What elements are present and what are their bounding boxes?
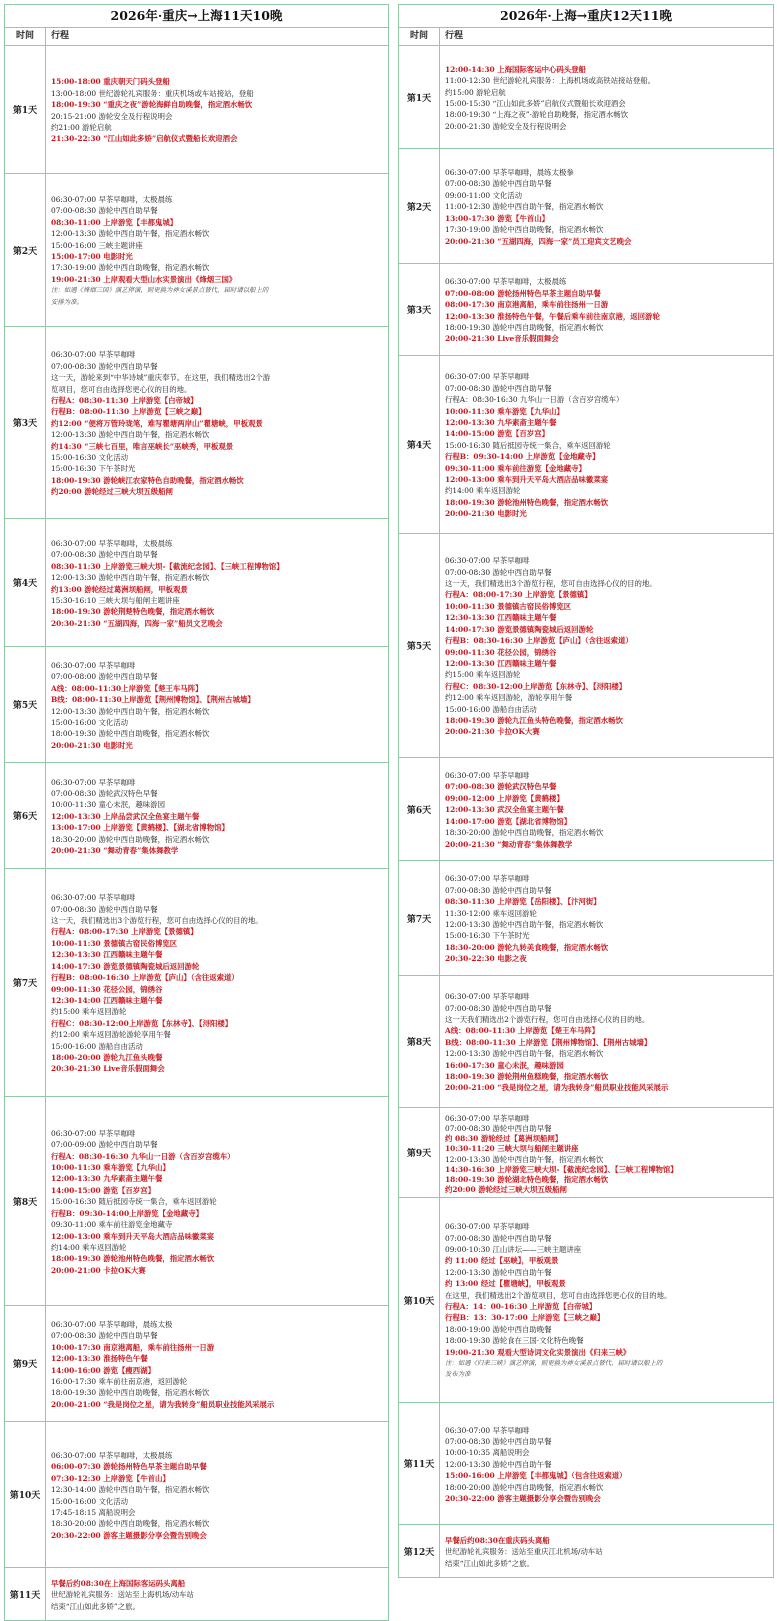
day-row: [399, 758, 773, 861]
schedule-line: 06:30-07:00 早茶早咖啡: [51, 893, 136, 903]
day-schedule: [46, 1097, 388, 1305]
schedule-line: 07:00-08:30 游轮中西自助早餐: [51, 904, 158, 914]
day-schedule: [440, 534, 773, 757]
schedule-line: 约 08:30 游轮经过【葛洲坝船闸】: [445, 1134, 563, 1144]
schedule-line: 11:00-12:30 游轮中西自助午餐，指定酒水畅饮: [445, 202, 604, 212]
schedule-line: 16:00-17:30 童心未泯，趣味游园: [445, 1060, 564, 1070]
day-label: 第7天: [5, 869, 46, 1096]
left-header-day: 时间: [5, 28, 46, 45]
schedule-line: 14:30-16:30 上岸游览三峡大坝-【截流纪念园】、【三峡工程博物馆】: [445, 1164, 678, 1174]
schedule-line: 早餐后约08:30在上海国际客运码头离船: [51, 1578, 186, 1588]
schedule-line: 12:00-13:30 游轮中西自助午餐，指定酒水畅饮: [445, 1154, 604, 1164]
schedule-line: 18:00-20:00 游轮中西自助晚餐，指定酒水畅饮: [445, 1482, 604, 1492]
day-schedule: [46, 327, 388, 518]
schedule-line: 18:00-19:30 游轮荆楚特色晚餐，指定酒水畅饮: [51, 607, 215, 617]
schedule-line: 结束“江山如此多娇”之旅。: [445, 1558, 534, 1568]
schedule-line: 18:30-20:00 游轮中西自助晚餐，指定酒水畅饮: [445, 828, 604, 838]
day-label: 第4天: [5, 519, 46, 646]
schedule-line: 约14:00 乘车返回游轮: [51, 1242, 127, 1252]
schedule-line: 行程B：09:30-14:00 上岸游览【金地藏寺】: [445, 452, 600, 462]
schedule-line: 07:00-08:30 游轮中西自助早餐: [445, 1436, 552, 1446]
schedule-line: 18:00-19:30 “上海之夜”·游轮自助晚餐，指定酒水畅饮: [445, 110, 628, 120]
day-schedule: [440, 976, 773, 1107]
schedule-line: 行程C：08:30-12:00上岸游览【东林寺】、【浔阳楼】: [51, 1018, 233, 1028]
schedule-line: 18:00-19:00 游轮中西自助晚餐: [445, 1324, 552, 1334]
left-table-title: 2026年·重庆→上海11天10晚: [5, 5, 388, 28]
schedule-line: 17:30-19:00 游轮中西自助晚餐，指定酒水畅饮: [51, 263, 210, 273]
schedule-line: 18:00-19:30 游轮荆州鱼糕晚餐，指定酒水畅饮: [445, 1072, 609, 1082]
schedule-line: 09:00-11:30 花径公园，锦绣谷: [51, 984, 163, 994]
schedule-line: 21:30-22:30 “江山如此多娇”启航仪式暨船长欢迎酒会: [51, 134, 238, 144]
day-row: [5, 1422, 388, 1568]
schedule-line: 13:00-17:30 游览【牛首山】: [445, 213, 549, 223]
day-row: [5, 763, 388, 869]
schedule-line: 07:00-08:30 游轮中西自助早餐: [51, 550, 158, 560]
day-schedule: [440, 149, 773, 263]
schedule-line: 07:00-08:30 游轮中西自助早餐: [445, 1003, 552, 1013]
schedule-line: 12:00-13:30 游轮中西自助午餐，指定酒水畅饮: [445, 920, 604, 929]
schedule-line: 18:00-19:30 游轮池州特色晚餐，指定酒水畅饮: [445, 497, 609, 507]
day-label: 第3天: [5, 327, 46, 518]
schedule-line: 18:30-20:00 游轮中西自助晚餐，指定酒水畅饮: [51, 1519, 210, 1529]
schedule-line: 约12:00 乘车返回游轮游轮享用午餐: [51, 1030, 171, 1040]
schedule-line: 12:00-13:30 江西赣味主题午餐: [445, 658, 557, 668]
schedule-line: 20:00-21:30 卡拉OK大赛: [445, 727, 540, 737]
right-table-header: [399, 28, 773, 46]
schedule-line: 07:00-08:30 游轮中西自助早餐: [51, 1331, 158, 1341]
schedule-line: 15:00-16:00 文化活动: [51, 717, 129, 727]
schedule-line: 10:30-11:20 三峡大坝与船闸主题讲座: [445, 1144, 579, 1154]
schedule-line: 18:00-19:30 游轮池州特色晚餐，指定酒水畅饮: [51, 1254, 215, 1264]
day-label: 第8天: [399, 976, 440, 1107]
schedule-line: 12:00-13:30 九华素斋主题午餐: [445, 417, 557, 427]
day-schedule: [440, 1403, 773, 1524]
schedule-line: 行程B：08:00-16:30 上岸游览【庐山】（含往返索道）: [51, 973, 239, 983]
schedule-line: 09:00-11:30 花径公园，锦绣谷: [445, 647, 557, 657]
schedule-line: 17:45-18:15 离船说明会: [51, 1507, 136, 1517]
schedule-line: 18:00-19:30 游轮中西自助晚餐，指定酒水畅饮: [51, 729, 210, 739]
schedule-line: 07:00-08:30 游轮中西自助早餐: [445, 383, 552, 393]
schedule-line: 20:00-21:00 “我是岗位之星，请为我转身”船员职业技能风采展示: [51, 1399, 275, 1409]
day-row: [5, 1306, 388, 1422]
schedule-line: 约15:00 乘车返回游轮: [445, 670, 521, 680]
day-row: [399, 534, 773, 758]
schedule-line: 07:00-08:00 游轮中西自助早餐: [51, 672, 158, 682]
day-label: 第2天: [399, 149, 440, 263]
day-label: 第9天: [399, 1108, 440, 1197]
schedule-line: 07:30-12:30 上岸游览【牛首山】: [51, 1473, 170, 1483]
schedule-line: 18:00-20:00 游轮九江鱼头晚餐: [51, 1052, 163, 1062]
schedule-line: 15:00-16:30 下午茶时光: [445, 931, 530, 941]
schedule-line: 20:15-21:00 游轮安全及行程说明会: [51, 111, 173, 121]
schedule-line: 20:30-22:30 电影之夜: [445, 954, 527, 964]
schedule-line: 15:00-16:30 随后抵园寺统一集合，乘车返回游轮: [51, 1197, 217, 1207]
day-label: 第10天: [399, 1198, 440, 1402]
schedule-line: 18:00-19:30 “重庆之夜”游轮海鲜自助晚餐，指定酒水畅饮: [51, 100, 253, 110]
schedule-line: 行程A：08:30-11:30 上岸游览【白帝城】: [51, 395, 198, 405]
day-schedule: [46, 869, 388, 1096]
schedule-line: 行程A：08:00-17:30 上岸游览【景德镇】: [51, 927, 198, 937]
schedule-note: 发布为准: [445, 1370, 471, 1379]
day-row: [399, 46, 773, 149]
day-label: 第11天: [5, 1568, 46, 1620]
right-itinerary-table: [398, 4, 774, 1578]
schedule-line: 10:00-11:30 乘车游览【九华山】: [445, 406, 564, 416]
day-label: 第7天: [399, 861, 440, 975]
schedule-line: 约 13:00 经过【瞿塘峡】，甲板观景: [445, 1279, 566, 1289]
schedule-line: A线：08:00-11:30上岸游览【楚王车马阵】: [51, 683, 203, 693]
schedule-line: 07:00-08:30 游轮武汉特色早餐: [51, 788, 158, 798]
schedule-line: 06:00-07:30 游轮扬州特色早茶主题自助早餐: [51, 1462, 207, 1472]
schedule-line: 08:30-11:00 上岸游览【丰都鬼城】: [51, 217, 178, 227]
day-schedule: [46, 647, 388, 762]
day-label: 第12天: [399, 1525, 440, 1577]
schedule-line: 20:00-21:30 “五湖四海，四海一家”员工迎宾文艺晚会: [445, 236, 632, 246]
day-label: 第4天: [399, 356, 440, 533]
day-schedule: [46, 763, 388, 868]
left-table-header: [5, 28, 388, 46]
schedule-line: 在这里，我们精选出2个游览项目，您可自由选择您更心仪的目的地。: [445, 1290, 672, 1300]
day-label: 第6天: [5, 763, 46, 868]
schedule-line: 约14:00 乘车返回游轮: [445, 486, 521, 496]
schedule-line: 12:00-13:30 游轮中西自助午餐: [445, 1267, 552, 1277]
day-row: [399, 1198, 773, 1403]
day-row: [399, 1403, 773, 1525]
schedule-line: 09:30-11:00 乘车前往游览【金地藏寺】: [445, 463, 586, 473]
schedule-line: 07:00-08:00 游轮扬州特色早茶主题自助早餐: [445, 288, 601, 298]
schedule-line: 12:00-13:30 游轮中西自助午餐，指定酒水畅饮: [51, 573, 210, 583]
day-row: [399, 976, 773, 1108]
schedule-note: 注：如遇《烽烟三国》演艺停演，则更换为神女溪景点替代，届时请以船上的: [51, 286, 269, 295]
schedule-line: 14:00-17:30 游览景德镇陶瓷城后返回游轮: [445, 624, 594, 634]
schedule-note: 安排为准。: [51, 297, 83, 306]
day-row: [399, 264, 773, 356]
left-day-rows: [5, 46, 388, 1620]
schedule-line: 约14:30 “三峡七百里，唯言巫峡长”巫峡秀，甲板观景: [51, 441, 234, 451]
schedule-line: 07:00-08:30 游轮中西自助早餐: [445, 1124, 552, 1134]
schedule-line: 12:30-13:30 江西赣味主题午餐: [445, 613, 557, 623]
schedule-line: 20:30-21:30 Live音乐假面舞会: [51, 1064, 165, 1074]
schedule-line: 12:00-13:30 游轮中西自助午餐: [445, 1459, 552, 1469]
schedule-line: 14:00-17:00 游览【湖北省博物馆】: [445, 816, 572, 826]
schedule-line: 行程A：14：00-16:30 上岸游览【白帝城】: [445, 1302, 597, 1311]
schedule-line: 13:00-17:00 上岸游览【黄鹤楼】、【湖北省博物馆】: [51, 823, 229, 833]
schedule-line: 06:30-07:00 早茶早咖啡: [445, 874, 530, 884]
schedule-line: 览项目，您可自由选择您更心仪的目的地。: [51, 384, 192, 394]
schedule-line: 世纪游轮礼宾服务：送站至上海机场/动车站: [51, 1590, 194, 1600]
schedule-line: 这一天我们精选出2个游览行程，您可自由选择心仪的目的地。: [445, 1014, 650, 1024]
schedule-line: 18:30-20:00 游轮九转美食晚餐，指定酒水畅饮: [445, 942, 609, 952]
schedule-line: 08:00-17:30 南京港离船，乘车前往扬州一日游: [445, 300, 609, 310]
schedule-line: 结束“江山如此多娇”之旅。: [51, 1601, 140, 1611]
schedule-line: 约13:00 游轮经过葛洲坝船闸，甲板观景: [51, 584, 188, 594]
schedule-line: 18:30-20:00 游轮中西自助晚餐，指定酒水畅饮: [51, 834, 210, 844]
schedule-line: 行程A：08:30-16:30 九华山一日游（含百岁宫缆车）: [445, 395, 624, 405]
schedule-line: 08:30-11:30 上岸游览【岳阳楼】、【汴河街】: [445, 897, 601, 907]
schedule-line: 07:00-08:30 游轮中西自助早餐: [445, 885, 552, 895]
schedule-line: 20:00-21:30 电影时光: [445, 509, 527, 519]
schedule-line: 11:30-12:00 乘车返回游轮: [445, 908, 537, 918]
day-schedule: [46, 1422, 388, 1567]
day-row: [399, 861, 773, 976]
schedule-line: 15:00-16:30 随后抵园寺统一集合，乘车返回游轮: [445, 440, 611, 450]
schedule-line: 12:30-14:00 游轮中西自助午餐，指定酒水畅饮: [51, 1485, 210, 1495]
schedule-line: 行程C：08:30-12:00上岸游览【东林寺】、【浔阳楼】: [445, 681, 627, 691]
day-schedule: [46, 519, 388, 646]
day-row: [399, 149, 773, 264]
day-schedule: [440, 1525, 773, 1577]
day-row: [5, 519, 388, 647]
schedule-line: 09:00-12:00 上岸游览【黄鹤楼】: [445, 793, 564, 803]
schedule-line: 15:00-16:00 文化活动: [51, 1496, 129, 1506]
schedule-line: 12:00-13:30 上岸品尝武汉全鱼宴主题午餐: [51, 811, 200, 821]
schedule-line: 09:00-10:30 江山讲坛——三峡主题讲座: [445, 1244, 582, 1254]
schedule-line: 06:30-07:00 早茶早咖啡: [445, 992, 530, 1002]
day-schedule: [440, 1108, 773, 1197]
schedule-line: 18:00-19:30 游轮九江鱼头特色晚餐，指定酒水畅饮: [445, 715, 623, 725]
schedule-line: 06:30-07:00 早茶早咖啡: [445, 556, 530, 566]
left-header-schedule: 行程: [51, 31, 70, 41]
day-schedule: [46, 1306, 388, 1421]
schedule-line: 10:00-11:30 景德镇古窑民俗博览区: [445, 601, 572, 611]
schedule-line: 20:30-21:30 “五湖四海，四海一家”船员文艺晚会: [51, 618, 223, 628]
schedule-line: B线：08:00-11:30上岸游览【荆州博物馆】、【荆州古城墙】: [51, 695, 255, 705]
day-label: 第5天: [5, 647, 46, 762]
day-row: [399, 1108, 773, 1198]
day-label: 第1天: [399, 46, 440, 148]
day-label: 第11天: [399, 1403, 440, 1524]
schedule-line: 09:00-11:00 文化活动: [445, 190, 523, 200]
schedule-line: 09:30-11:00 乘车前往游览金地藏寺: [51, 1220, 173, 1230]
day-row: [5, 174, 388, 327]
day-row: [5, 46, 388, 174]
right-day-rows: [399, 46, 773, 1577]
schedule-line: 20:00-21:30 “舞动青春”集体舞教学: [445, 839, 573, 849]
day-schedule: [46, 174, 388, 326]
right-header-day: 时间: [399, 28, 440, 45]
schedule-line: 06:30-07:00 早茶早咖啡，晨练太极: [51, 1319, 173, 1329]
schedule-line: 06:30-07:00 早茶早咖啡，太极晨练: [51, 538, 173, 548]
left-itinerary-table: [4, 4, 389, 1621]
schedule-line: 15:00-16:30 文化活动: [51, 453, 129, 463]
schedule-line: 12:00-13:30 淮扬特色午餐: [51, 1354, 148, 1364]
schedule-line: 行程B：13：30-17:00 上岸游览【三峡之巅】: [445, 1313, 605, 1323]
schedule-line: 13:00-18:00 世纪游轮礼宾服务：重庆机场或车站接站，登船: [51, 88, 254, 98]
schedule-line: 20:30-22:00 游客主题摄影分享会暨告别晚会: [445, 1494, 601, 1504]
schedule-line: 行程A：08:00-17:30 上岸游览【景德镇】: [445, 590, 592, 600]
schedule-line: 14:00-17:30 游览景德镇陶瓷城后返回游轮: [51, 961, 200, 971]
day-row: [399, 1525, 773, 1577]
day-label: 第2天: [5, 174, 46, 326]
schedule-line: 06:30-07:00 早茶早咖啡: [51, 350, 136, 360]
schedule-line: 行程B：08:30-16:30 上岸游览【庐山】（含往返索道）: [445, 636, 633, 646]
schedule-line: 20:00-21:00 “我是岗位之星，请为我转身”船员职业技能风采展示: [445, 1083, 669, 1093]
schedule-line: 15:00-16:00 三峡主题讲座: [51, 240, 143, 250]
day-schedule: [440, 861, 773, 975]
schedule-line: 12:00-13:30 九华素斋主题午餐: [51, 1174, 163, 1184]
schedule-line: 12:00-13:00 乘车到升天平岛大酒店品味徽菜宴: [445, 475, 609, 485]
day-row: [5, 327, 388, 519]
schedule-line: 12:00-13:00 乘车到升天平岛大酒店品味徽菜宴: [51, 1231, 215, 1241]
schedule-line: 06:30-07:00 早茶早咖啡: [445, 1222, 530, 1232]
schedule-line: 12:00-13:30 游轮中西自助午餐，指定酒水畅饮: [51, 430, 210, 440]
schedule-line: 这一天，我们精选出3个游览行程，您可自由选择心仪的目的地。: [445, 579, 657, 589]
schedule-line: 20:00-21:30 “舞动青春”集体舞教学: [51, 846, 179, 856]
schedule-line: 18:00-19:30 游轮食在三国·文化特色晚餐: [445, 1336, 584, 1346]
schedule-line: 19:00-21:30 观看大型诗词文化实景演出《归来三峡》: [445, 1347, 631, 1357]
schedule-line: 行程B：08:00-11:30 上岸游览【三峡之巅】: [51, 407, 206, 417]
schedule-line: 20:00-21:00 卡拉OK大赛: [51, 1265, 146, 1275]
schedule-line: 12:00-13:30 游轮中西自助午餐，指定酒水畅饮: [51, 706, 210, 716]
schedule-line: 10:00-10:35 离船说明会: [445, 1448, 530, 1458]
schedule-line: 07:00-08:30 游轮中西自助早餐: [445, 567, 552, 577]
schedule-line: 18:00-19:30 游轮中西自助晚餐，指定酒水畅饮: [445, 322, 604, 332]
schedule-line: 06:30-07:00 早茶早咖啡，太极晨练: [445, 277, 567, 287]
schedule-line: 07:00-08:30 游轮中西自助早餐: [445, 179, 552, 189]
schedule-line: 18:00-19:30 游轮峡江农家特色自助晚餐，指定酒水畅饮: [51, 475, 244, 485]
schedule-line: 12:00-13:30 淮扬特色午餐，午餐后乘车前往南京港，返回游轮: [445, 311, 660, 321]
schedule-line: 06:30-07:00 早茶早咖啡，晨练太极拳: [445, 168, 574, 178]
schedule-note: 注：如遇《归来三峡》演艺停演，则更换为神女溪景点替代，届时请以船上的: [445, 1359, 663, 1368]
schedule-line: 12:00-13:30 游轮中西自助午餐，指定酒水畅饮: [51, 229, 210, 239]
day-schedule: [440, 1198, 773, 1402]
schedule-line: A线：08:00-11:30 上岸游览【楚王车马阵】: [445, 1026, 600, 1036]
schedule-line: 约12:00 乘车返回游轮，游轮享用午餐: [445, 693, 573, 703]
schedule-line: 15:00-15:30 “江山如此多娇”启航仪式暨船长欢迎酒会: [445, 99, 626, 108]
schedule-line: 15:30-16:10 三峡大坝与船闸主题讲座: [51, 595, 180, 605]
schedule-line: 06:30-07:00 早茶早咖啡: [445, 1425, 530, 1435]
schedule-line: 12:00-13:30 武汉全鱼宴主题午餐: [445, 805, 564, 815]
schedule-line: 15:00-16:00 游船自由活动: [51, 1041, 143, 1051]
schedule-line: 07:00-08:30 游轮中西自助早餐: [445, 1233, 552, 1243]
day-label: 第6天: [399, 758, 440, 860]
schedule-line: 12:30-13:30 江西赣味主题午餐: [51, 950, 163, 960]
schedule-line: 世纪游轮礼宾服务：送站至重庆江北机场/动车站: [445, 1547, 603, 1557]
schedule-line: 06:30-07:00 早茶早咖啡: [445, 771, 530, 781]
schedule-line: 12:00-13:30 游轮中西自助午餐，指定酒水畅饮: [445, 1049, 604, 1059]
schedule-line: 14:00-16:00 游览【瘦西湖】: [51, 1365, 155, 1375]
schedule-line: 07:00-08:30 游轮中西自助早餐: [51, 361, 158, 371]
day-row: [5, 869, 388, 1097]
schedule-line: 08:30-11:30 上岸游览三峡大坝-【截流纪念园】、【三峡工程博物馆】: [51, 561, 284, 571]
schedule-line: 12:30-14:00 江西赣味主题午餐: [51, 995, 163, 1005]
schedule-line: 约15:00 乘车返回游轮: [51, 1007, 127, 1017]
day-row: [5, 1097, 388, 1306]
schedule-line: 17:30-19:00 游轮中西自助晚餐，指定酒水畅饮: [445, 225, 604, 235]
schedule-line: 行程B：09:30-14:00上岸游览【金地藏寺】: [51, 1208, 203, 1218]
schedule-line: 12:00-14:30 上海国际客运中心码头登船: [445, 64, 586, 74]
day-label: 第9天: [5, 1306, 46, 1421]
schedule-line: 20:30-22:00 游客主题摄影分享会暨告别晚会: [51, 1530, 207, 1540]
schedule-line: 10:00-17:30 南京港离船，乘车前往扬州一日游: [51, 1342, 215, 1352]
day-schedule: [46, 1568, 388, 1620]
schedule-line: 15:00-16:30 下午茶时光: [51, 464, 136, 474]
schedule-line: 18:00-19:30 游轮中西自助晚餐，指定酒水畅饮: [51, 1388, 210, 1398]
schedule-line: 20:00-21:30 电影时光: [51, 740, 133, 750]
day-schedule: [46, 46, 388, 173]
day-row: [5, 1568, 388, 1620]
schedule-line: 06:30-07:00 早茶早咖啡: [445, 372, 530, 382]
schedule-line: 约12:00 “便将万管玲珑笔，难写瞿塘两岸山”瞿塘峡，甲板观景: [51, 418, 263, 428]
day-schedule: [440, 46, 773, 148]
day-label: 第8天: [5, 1097, 46, 1305]
schedule-line: 10:00-11:30 景德镇古窑民俗博览区: [51, 938, 178, 948]
right-table-title: 2026年·上海→重庆12天11晚: [399, 5, 773, 28]
schedule-line: 06:30-07:00 早茶早咖啡: [51, 777, 136, 787]
schedule-line: B线：08:00-11:30 上岸游览【荆州博物馆】、【荆州古城墙】: [445, 1037, 652, 1047]
schedule-line: 行程A：08:30-16:30 九华山一日游（含百岁宫缆车）: [51, 1151, 235, 1161]
day-schedule: [440, 758, 773, 860]
schedule-line: 约20:00 游轮经过三峡大坝五级船闸: [445, 1184, 567, 1194]
schedule-line: 15:00-16:00 游船自由活动: [445, 704, 537, 714]
schedule-line: 10:00-11:30 乘车游览【九华山】: [51, 1163, 170, 1173]
schedule-line: 16:00-17:30 乘车前往南京港，返回游轮: [51, 1376, 188, 1386]
day-label: 第5天: [399, 534, 440, 757]
schedule-line: 约20:00 游轮经过三峡大坝五级船闸: [51, 487, 173, 497]
day-row: [399, 356, 773, 534]
day-schedule: [440, 356, 773, 533]
schedule-line: 早餐后约08:30在重庆码头离船: [445, 1535, 550, 1545]
schedule-line: 06:30-07:00 早茶早咖啡，太极晨练: [51, 1450, 173, 1460]
day-label: 第3天: [399, 264, 440, 355]
schedule-line: 18:00-19:30 游轮湖北特色晚餐，指定酒水畅饮: [445, 1174, 609, 1184]
schedule-line: 06:30-07:00 早茶早咖啡: [445, 1114, 530, 1123]
schedule-line: 11:00-12:30 世纪游轮礼宾服务：上海机场或高铁站接站登船。: [445, 76, 656, 86]
schedule-line: 19:00-21:30 上岸观看大型山水实景演出《烽烟三国》: [51, 274, 237, 284]
schedule-line: 07:00-08:30 游轮武汉特色早餐: [445, 782, 557, 792]
schedule-line: 06:30-07:00 早茶早咖啡: [51, 1128, 136, 1138]
schedule-line: 约21:00 游轮启航: [51, 122, 112, 132]
schedule-line: 07:00-08:30 游轮中西自助早餐: [51, 206, 158, 216]
schedule-line: 10:00-11:30 童心未泯，趣味游园: [51, 800, 165, 810]
schedule-line: 20:00-21:30 Live音乐假面舞会: [445, 334, 559, 344]
schedule-line: 20:00-21:30 游轮安全及行程说明会: [445, 121, 567, 131]
day-label: 第1天: [5, 46, 46, 173]
schedule-line: 约15:00 游轮启航: [445, 87, 506, 97]
right-header-schedule: 行程: [445, 31, 464, 41]
day-label: 第10天: [5, 1422, 46, 1567]
schedule-line: 这一天，我们精选出3个游览行程，您可自由选择心仪的目的地。: [51, 916, 263, 926]
schedule-line: 07:00-09:00 游轮中西自助早餐: [51, 1140, 158, 1150]
schedule-line: 这一天，游轮来到“中华诗城”重庆奉节。在这里，我们精选出2个游: [51, 373, 271, 383]
schedule-line: 14:00-15:00 游览【百岁宫】: [51, 1185, 155, 1195]
schedule-line: 15:00-18:00 重庆朝天门码头登船: [51, 77, 170, 87]
day-row: [5, 647, 388, 763]
schedule-line: 14:00-15:00 游览【百岁宫】: [445, 429, 549, 439]
schedule-line: 15:00-16:00 上岸游览【丰都鬼城】（包含往返索道）: [445, 1471, 627, 1481]
schedule-line: 15:00-17:00 电影时光: [51, 252, 133, 261]
schedule-line: 06:30-07:00 早茶早咖啡，太极晨练: [51, 194, 173, 204]
schedule-line: 06:30-07:00 早茶早咖啡: [51, 660, 136, 670]
schedule-line: 约 11:00 经过【巫峡】，甲板观景: [445, 1256, 559, 1266]
day-schedule: [440, 264, 773, 355]
